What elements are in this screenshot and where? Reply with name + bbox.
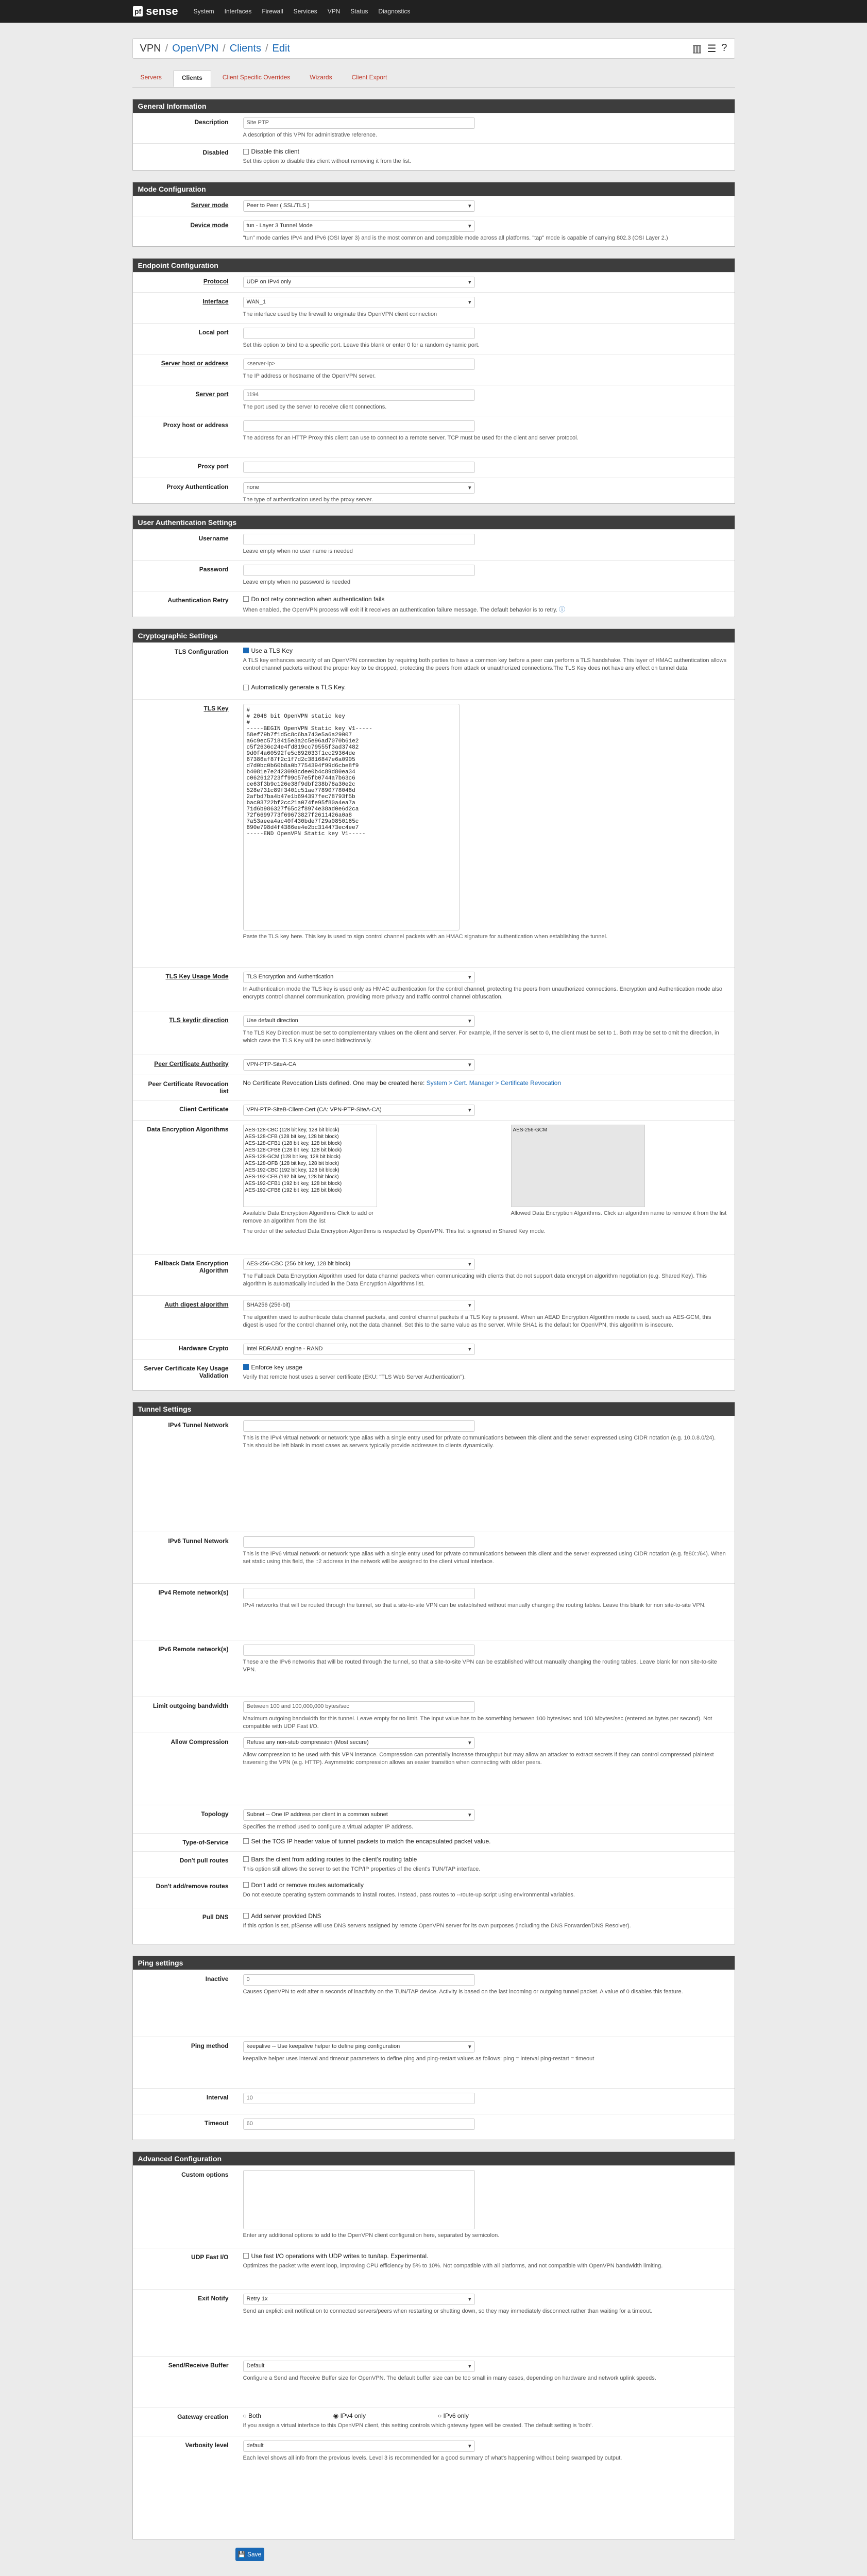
username-input[interactable] [243, 534, 475, 545]
panel-heading: General Information [133, 99, 735, 113]
timeout-input[interactable]: 60 [243, 2119, 475, 2130]
server-host-input[interactable]: <server-ip> [243, 359, 475, 370]
info-icon[interactable]: ⓘ [558, 605, 565, 613]
help-text: Verify that remote host uses a server certificate (EKU: "TLS Web Server Authentication"). [243, 1374, 466, 1380]
field-label: Server host or address [161, 359, 229, 367]
nav-diagnostics[interactable]: Diagnostics [378, 8, 411, 15]
interface-select[interactable]: WAN_1 ▾ [243, 297, 475, 308]
field-label: UDP Fast I/O [191, 2253, 229, 2261]
panel-heading: User Authentication Settings [133, 516, 735, 529]
help-text: Each level shows all info from the previous levels. Level 3 is recommended for a good summary of what's happening without being swamped by output. [243, 2454, 622, 2461]
crypto-panel [132, 629, 735, 1391]
retry-checkbox[interactable] [243, 596, 249, 602]
ipv4-tunnel-input[interactable] [243, 1420, 475, 1432]
help-icon[interactable]: ? [721, 42, 727, 54]
ipv6-tunnel-input[interactable] [243, 1536, 475, 1548]
field-label: Timeout [205, 2119, 229, 2127]
peer-ca-select[interactable]: VPN-PTP-SiteA-CA ▾ [243, 1059, 475, 1071]
fallback-algo-select[interactable]: AES-256-CBC (256 bit key, 128 bit block) ▾ [243, 1259, 475, 1270]
ping-method-select[interactable]: keepalive -- Use keepalive helper to define ping configuration ▾ [243, 2041, 475, 2053]
help-text: Allowed Data Encryption Algorithms. Click an algorithm name to remove it from the list [511, 1210, 727, 1216]
algo-option[interactable]: AES-128-GCM (128 bit key, 128 bit block) [245, 1154, 341, 1160]
field-label: IPv4 Remote network(s) [158, 1588, 229, 1596]
help-text: A description of this VPN for administrative reference. [243, 132, 377, 138]
ping-panel [132, 1956, 735, 2140]
bc-edit[interactable]: Edit [272, 42, 290, 54]
panel-heading: Tunnel Settings [133, 1402, 735, 1416]
help-text: The order of the selected Data Encryption Algorithms is respected by OpenVPN. This list is ignored in Shared Key mode. [243, 1228, 546, 1235]
field-label: Authentication Retry [167, 596, 229, 604]
help-text: Available Data Encryption Algorithms Click to add or remove an algorithm from the list [243, 1210, 374, 1224]
bandwidth-input[interactable]: Between 100 and 100,000,000 bytes/sec [243, 1701, 475, 1713]
help-text: The TLS Key Direction must be set to complementary values on the client and server. For example, if the server is set to 0, the client must be set to 1. Both may be set to omit the direction, in which case the TLS Key will be used bidirectionally. [243, 1029, 719, 1044]
help-text: These are the IPv6 networks that will be routed through the tunnel, so that a site-to-site VPN can be established without manually changing the routing tables. Leave blank for non site-to-site VPN. [243, 1658, 717, 1673]
help-text: This option still allows the server to set the TCP/IP properties of the client's TUN/TAP interface. [243, 1866, 481, 1872]
tab-wizards[interactable]: Wizards [310, 74, 332, 81]
field-label: Inactive [205, 1975, 229, 1982]
field-label: TLS Key [203, 704, 229, 712]
nav-system[interactable]: System [193, 8, 214, 15]
checkbox-label: Add server provided DNS [251, 1912, 321, 1920]
gw-v4-radio[interactable]: ◉ IPv4 only [333, 2412, 366, 2419]
checkbox-label: Do not retry connection when authentication fails [251, 595, 385, 603]
algo-option[interactable]: AES-128-CFB (128 bit key, 128 bit block) [245, 1133, 339, 1140]
field-label: Exit Notify [198, 2294, 229, 2302]
panel-heading: Cryptographic Settings [133, 629, 735, 642]
tab-servers[interactable]: Servers [140, 74, 162, 81]
help-text: Do not execute operating system commands to install routes. Instead, pass routes to --route-up script using environmental variables. [243, 1891, 575, 1898]
help-text: The port used by the server to receive client connections. [243, 403, 387, 410]
field-label: TLS Configuration [174, 648, 229, 655]
field-label: Hardware Crypto [178, 1344, 229, 1352]
help-text: This is the IPv4 virtual network or network type alias with a single entry used for private communications between this client and the server expressed using CIDR notation (e.g. 10.0.8.0/24). This should be left blank in most cases as servers typically provide addresses to clients dynamically. [243, 1434, 716, 1449]
tabs [132, 70, 735, 88]
help-text: keepalive helper uses interval and timeout parameters to define ping and ping-restart values as follows: ping = interval ping-restart = timeout [243, 2055, 594, 2062]
ipv4-remote-input[interactable] [243, 1588, 475, 1599]
bc-clients[interactable]: Clients [229, 42, 261, 54]
panel-heading: Ping settings [133, 1956, 735, 1970]
available-algos-list[interactable] [243, 1125, 377, 1207]
proxy-auth-select[interactable]: none ▾ [243, 482, 475, 494]
field-label: Interval [206, 2093, 229, 2101]
compression-select[interactable]: Refuse any non-stub compression (Most secure) ▾ [243, 1737, 475, 1749]
help-text: The type of authentication used by the proxy server. [243, 496, 373, 503]
field-label: Peer Certificate Revocation list [148, 1080, 229, 1095]
password-input[interactable] [243, 565, 475, 576]
dont-pull-checkbox[interactable] [243, 1856, 249, 1862]
field-label: Server Certificate Key Usage Validation [144, 1364, 229, 1379]
tls-key-checkbox[interactable] [243, 648, 249, 653]
algo-option[interactable]: AES-192-CFB8 (192 bit key, 128 bit block) [245, 1187, 342, 1193]
field-label: Data Encryption Algorithms [147, 1125, 229, 1133]
field-label: Peer Certificate Authority [154, 1060, 229, 1067]
tos-checkbox[interactable] [243, 1838, 249, 1844]
field-label: Auth digest algorithm [164, 1300, 229, 1308]
ipv6-remote-input[interactable] [243, 1645, 475, 1656]
help-text: Specifies the method used to configure a virtual adapter IP address. [243, 1823, 414, 1830]
breadcrumb: VPN / OpenVPN / Clients / Edit ▥ ☰ ? [132, 38, 735, 59]
chart-icon[interactable]: ▥ [692, 43, 702, 55]
help-text: IPv4 networks that will be routed through the tunnel, so that a site-to-site VPN can be established without manually changing the routing tables. Leave this blank for non site-to-site VPN. [243, 1602, 706, 1608]
checkbox-label: Bars the client from adding routes to the client's routing table [251, 1855, 417, 1863]
disabled-checkbox[interactable] [243, 149, 249, 155]
field-label: Local port [198, 328, 229, 336]
bc-openvpn[interactable]: OpenVPN [172, 42, 219, 54]
proxy-port-input[interactable] [243, 462, 475, 473]
algo-option[interactable]: AES-192-CFB (192 bit key, 128 bit block) [245, 1174, 339, 1180]
algo-option[interactable]: AES-128-CFB8 (128 bit key, 128 bit block) [245, 1147, 342, 1153]
tls-dir-select[interactable]: Use default direction ▾ [243, 1015, 475, 1027]
field-label: Server mode [191, 201, 229, 209]
field-label: Protocol [203, 278, 229, 285]
field-label: Disabled [202, 149, 229, 157]
field-label: IPv6 Tunnel Network [168, 1537, 229, 1545]
help-text: When enabled, the OpenVPN process will exit if it receives an authentication failure message. The default behavior is to retry. [243, 606, 557, 613]
field-label: Client Certificate [179, 1105, 229, 1113]
exit-notify-select[interactable]: Retry 1x ▾ [243, 2294, 475, 2305]
nav-interfaces[interactable]: Interfaces [224, 8, 252, 15]
algo-option[interactable]: AES-192-CBC (192 bit key, 128 bit block) [245, 1167, 339, 1173]
help-text: Enter any additional options to add to the OpenVPN client configuration here, separated by semicolon. [243, 2232, 500, 2239]
panel-heading: Advanced Configuration [133, 2152, 735, 2165]
custom-options-textarea[interactable] [243, 2170, 475, 2229]
verbosity-select[interactable]: default ▾ [243, 2441, 475, 2452]
save-icon: 💾 [237, 2550, 246, 2558]
field-label: IPv6 Remote network(s) [158, 1645, 229, 1653]
help-text: Leave empty when no user name is needed [243, 548, 353, 554]
field-label: Description [194, 118, 229, 126]
device-mode-select[interactable]: tun - Layer 3 Tunnel Mode ▾ [243, 221, 475, 232]
field-label: Allow Compression [171, 1738, 229, 1745]
mode-panel [132, 182, 735, 247]
algo-option[interactable]: AES-192-CFB1 (192 bit key, 128 bit block) [245, 1180, 342, 1187]
checkbox-label: Use a TLS Key [251, 647, 293, 654]
tab-client-export[interactable]: Client Export [351, 74, 387, 81]
field-label: Ping method [191, 2042, 229, 2049]
protocol-select[interactable]: UDP on IPv4 only ▾ [243, 277, 475, 288]
nav-firewall[interactable]: Firewall [262, 8, 283, 15]
interval-input[interactable]: 10 [243, 2093, 475, 2104]
bc-vpn: VPN [140, 42, 161, 54]
hw-crypto-select[interactable]: Intel RDRAND engine - RAND ▾ [243, 1344, 475, 1355]
description-input[interactable]: Site PTP [243, 117, 475, 129]
algo-option[interactable]: AES-256-GCM [513, 1127, 548, 1133]
field-label: Topology [201, 1810, 229, 1818]
help-text: Configure a Send and Receive Buffer size for OpenVPN. The default buffer size can be too small in many cases, depending on hardware and network uplink speeds. [243, 2375, 656, 2381]
help-text: The IP address or hostname of the OpenVPN server. [243, 372, 376, 379]
field-label: Don't add/remove routes [156, 1882, 229, 1890]
help-text: Leave empty when no password is needed [243, 579, 351, 585]
dont-add-checkbox[interactable] [243, 1882, 249, 1888]
server-mode-select[interactable]: Peer to Peer ( SSL/TLS ) ▾ [243, 200, 475, 212]
field-label: Proxy host or address [163, 421, 229, 429]
gw-v6-radio[interactable]: ○ IPv6 only [437, 2412, 469, 2419]
tab-clients[interactable]: Clients [173, 70, 211, 87]
algo-option[interactable]: AES-128-OFB (128 bit key, 128 bit block) [245, 1160, 339, 1166]
help-text: Maximum outgoing bandwidth for this tunnel. Leave empty for no limit. The input value has to be something between 100 bytes/sec and 100 Mbytes/sec (entered as bytes per second). Not compatible with UDP Fast I/O. [243, 1715, 712, 1730]
fast-io-checkbox[interactable] [243, 2253, 249, 2259]
panel-heading: Mode Configuration [133, 182, 735, 196]
navbar [0, 0, 867, 23]
field-label: Gateway creation [177, 2413, 229, 2420]
field-label: Proxy port [197, 462, 229, 470]
tab-csc[interactable]: Client Specific Overrides [222, 74, 291, 81]
help-text: Paste the TLS key here. This key is used to sign control channel packets with an HMAC signature for authentication when establishing the tunnel. [243, 933, 608, 940]
field-label: Username [198, 534, 229, 542]
help-text: A TLS key enhances security of an OpenVPN connection by requiring both parties to have a common key before a peer can perform a TLS handshake. This layer of HMAC authentication allows control channel packets without the proper key to be dropped, protecting the peers from attack or unauthorized connections.The TLS Key does not have any effect on tunnel data. [243, 657, 727, 671]
field-label: Proxy Authentication [166, 483, 229, 490]
field-label: Custom options [181, 2171, 229, 2178]
checkbox-label: Automatically generate a TLS Key. [251, 684, 346, 691]
help-text: "tun" mode carries IPv4 and IPv6 (OSI layer 3) and is the most common and compatible mode across all platforms. "tap" mode is capable of carrying 802.3 (OSI Layer 2.) [243, 234, 668, 241]
help-text: Set this option to bind to a specific port. Leave this blank or enter 0 for a random dynamic port. [243, 342, 480, 348]
tls-key-textarea[interactable]: # # 2048 bit OpenVPN static key # -----BEGIN OpenVPN Static key V1----- 58ef79b7f1d5c8c6ba743e5a6a29007 a6c9ec5718415e3a2c5e96ad7070b61e2 c5f2636c24e4fd819cc79555f3ad37482 9d0f4a60592fe5c892033f1cc29364de 67386af87f2c1f7d2c3816847e6a0905 d7d0bc0b60b8a0b7754394f99d6cbe8f9 b4081e7e2423098cdee0b4c89d80ea34 c062612723ff99c57e5fb0744a7b63c6 ce63f3b9c126e38f9dbf238b78a30e2c 528e731c89f3401c51ae77890778048d 2afbd7ba4b47e1b694397fec78793f5b bac03722bf2cc21a074fe95f80a4ea7a 71d6b986327f65c2f8974e38ad0e6d2ca 72f6699773f69673827f2611426a0a8 7a53aeea4ac40f430bde7f29a0850165c 890e798d4f4386ee4e2bc314473ec4ee7 -----END OpenVPN Static key V1----- [243, 704, 460, 930]
help-text: Optimizes the packet write event loop, improving CPU efficiency by 5% to 10%. Not compatible with all platforms, and not compatible with OpenVPN bandwidth limiting. [243, 2262, 663, 2269]
checkbox-label: Disable this client [251, 148, 299, 156]
help-text: If this option is set, pfSense will use DNS servers assigned by remote OpenVPN server for its own purposes (including the DNS Forwarder/DNS Resolver). [243, 1922, 631, 1929]
help-text: Causes OpenVPN to exit after n seconds of inactivity on the TUN/TAP device. Activity is based on the last incoming or outgoing tunnel packet. A value of 0 disables this feature. [243, 1988, 683, 1995]
field-label: IPv4 Tunnel Network [168, 1421, 229, 1429]
nav-vpn[interactable]: VPN [327, 8, 341, 15]
field-label: TLS Key Usage Mode [165, 972, 229, 980]
local-port-input[interactable] [243, 328, 475, 339]
checkbox-label: Use fast I/O operations with UDP writes to tun/tap. Experimental. [251, 2252, 429, 2260]
pull-dns-checkbox[interactable] [243, 1913, 249, 1919]
list-icon[interactable]: ☰ [707, 43, 717, 55]
help-text: In Authentication mode the TLS key is used only as HMAC authentication for the control channel, protecting the peers from unauthorized connections. Encryption and Authentication mode also encrypts control channel communication, providing more privacy and traffic control channel obfuscation. [243, 986, 722, 1000]
help-text: Send an explicit exit notification to connected servers/peers when restarting or shutting down, so they may immediately disconnect rather than waiting for a timeout. [243, 2308, 653, 2314]
field-label: Don't pull routes [179, 1856, 229, 1864]
help-text: This is the IPv6 virtual network or network type alias with a single entry used for private communications between this client and the server expressed using CIDR notation (e.g. fe80::/64). When set static using this field, the ::2 address in the network will be assigned to the client virtual interface. [243, 1550, 726, 1565]
help-text: The algorithm used to authenticate data channel packets, and control channel packets if a TLS Key is present. When an AEAD Encryption Algorithm mode is used, such as AES-GCM, this digest is used for the control channel only, not the data channel. Set this to the same value as the server. While SHA1 is the default for OpenVPN, this algorithm is insecure. [243, 1314, 711, 1328]
field-label: Device mode [190, 221, 229, 229]
userauth-panel [132, 515, 735, 617]
help-text: The interface used by the firewall to originate this OpenVPN client connection [243, 311, 437, 318]
help-text: Set this option to disable this client without removing it from the list. [243, 158, 411, 165]
help-text: The Fallback Data Encryption Algorithm used for data channel packets when communicating with clients that do not support data encryption algorithm negotiation (e.g. Shared Key). This algorithm is automatically included in the Data Encryption Algorithms list. [243, 1273, 707, 1287]
field-label: Limit outgoing bandwidth [152, 1702, 229, 1709]
panel-heading: Endpoint Configuration [133, 259, 735, 272]
server-port-input[interactable]: 1194 [243, 389, 475, 401]
checkbox-label: Set the TOS IP header value of tunnel packets to match the encapsulated packet value. [251, 1837, 491, 1845]
checkbox-label: Don't add or remove routes automatically [251, 1881, 364, 1889]
field-label: Send/Receive Buffer [168, 2361, 229, 2369]
tls-usage-select[interactable]: TLS Encryption and Authentication ▾ [243, 972, 475, 983]
help-text: No Certificate Revocation Lists defined. One may be created here: [243, 1079, 425, 1087]
tunnel-panel [132, 1402, 735, 1944]
digest-select[interactable]: SHA256 (256-bit) ▾ [243, 1300, 475, 1311]
inactive-input[interactable]: 0 [243, 1974, 475, 1986]
proxy-host-input[interactable] [243, 420, 475, 432]
field-label: Verbosity level [185, 2441, 229, 2449]
field-label: TLS keydir direction [169, 1016, 229, 1024]
allowed-algos-list[interactable] [511, 1125, 645, 1207]
checkbox-label: Enforce key usage [251, 1363, 302, 1371]
general-panel [132, 99, 735, 171]
advanced-panel [132, 2151, 735, 2539]
field-label: Fallback Data Encryption Algorithm [155, 1259, 229, 1274]
endpoint-panel [132, 258, 735, 503]
help-text: Allow compression to be used with this VPN instance. Compression can potentially increase throughput but may allow an attacker to extract secrets if they can control compressed plaintext traversing the VPN (e.g. HTTP). Asymmetric compression allows an easier transition when connecting with older peers. [243, 1751, 714, 1766]
field-label: Password [199, 565, 229, 573]
save-button[interactable]: 💾 Save [235, 2548, 264, 2561]
field-label: Server port [195, 390, 229, 398]
help-text: If you assign a virtual interface to this OpenVPN client, this setting controls which gateway types will be created. The default setting is 'both'. [243, 2422, 593, 2429]
field-label: Pull DNS [202, 1913, 229, 1921]
auto-generate-checkbox[interactable] [243, 685, 249, 690]
algo-option[interactable]: AES-128-CBC (128 bit key, 128 bit block) [245, 1127, 339, 1133]
algo-option[interactable]: AES-128-CFB1 (128 bit key, 128 bit block) [245, 1140, 342, 1146]
nav-status[interactable]: Status [350, 8, 368, 15]
crl-link[interactable]: System > Cert. Manager > Certificate Revocation [426, 1079, 562, 1087]
client-cert-select[interactable]: VPN-PTP-SiteB-Client-Cert (CA: VPN-PTP-SiteA-CA) ▾ [243, 1105, 475, 1116]
topology-select[interactable]: Subnet -- One IP address per client in a common subnet ▾ [243, 1809, 475, 1821]
gw-both-radio[interactable]: ○ Both [243, 2412, 261, 2419]
field-label: Type-of-Service [182, 1838, 229, 1846]
enforce-key-usage-checkbox[interactable] [243, 1364, 249, 1370]
pfsense-logo[interactable]: pf sense [133, 5, 178, 18]
buffer-select[interactable]: Default ▾ [243, 2361, 475, 2372]
nav-services[interactable]: Services [293, 8, 317, 15]
help-text: The address for an HTTP Proxy this client can use to connect to a remote server. TCP must be used for the client and server protocol. [243, 434, 579, 441]
field-label: Interface [202, 298, 229, 306]
